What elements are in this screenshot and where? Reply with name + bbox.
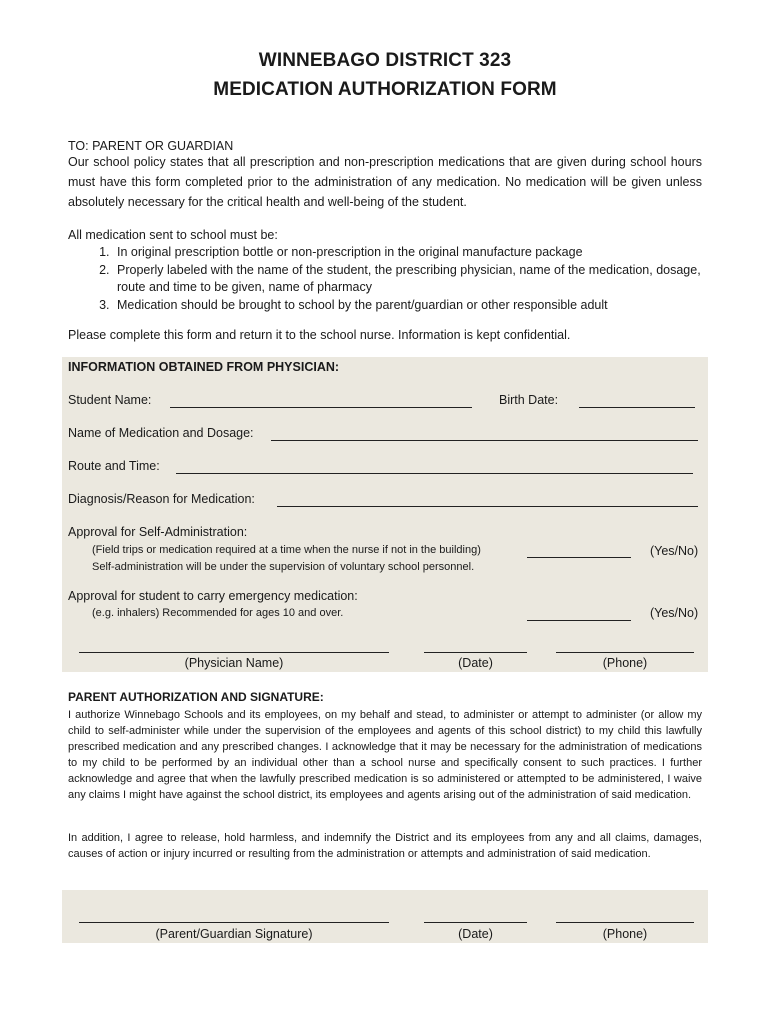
- physician-date-caption: (Date): [458, 656, 493, 670]
- emergency-note: (e.g. inhalers) Recommended for ages 10 and over.: [92, 607, 344, 619]
- requirements-list: [68, 244, 708, 314]
- parent-date-caption: (Date): [458, 927, 493, 941]
- diagnosis-field[interactable]: [277, 506, 698, 507]
- student-name-label: Student Name:: [68, 393, 152, 407]
- parent-signature-field[interactable]: [79, 922, 389, 923]
- form-title-line2: MEDICATION AUTHORIZATION FORM: [213, 79, 557, 100]
- route-label: Route and Time:: [68, 459, 160, 473]
- self-admin-yes-no: (Yes/No): [650, 544, 699, 558]
- medication-field[interactable]: [271, 440, 698, 441]
- parent-phone-caption: (Phone): [602, 927, 648, 941]
- physician-date-field[interactable]: [424, 652, 527, 653]
- physician-name-caption: (Physician Name): [184, 656, 284, 670]
- addressee: TO: PARENT OR GUARDIAN: [68, 139, 234, 153]
- instructions: Please complete this form and return it to the school nurse. Information is kept confidential.: [68, 328, 571, 342]
- form-title-line1: WINNEBAGO DISTRICT 323: [258, 50, 512, 71]
- requirement-item: 3. Medication should be brought to school by the parent/guardian or other responsible adult: [113, 297, 708, 315]
- emergency-label: Approval for student to carry emergency medication:: [68, 589, 358, 603]
- birth-date-label: Birth Date:: [499, 393, 559, 407]
- parent-heading: PARENT AUTHORIZATION AND SIGNATURE:: [68, 690, 324, 704]
- policy-paragraph: Our school policy states that all prescription and non-prescription medications that are given during school hours must have this form completed prior to the administration of any medication. No medication will be given unless absolutely necessary for the critical health and well-being of the student.: [68, 155, 702, 209]
- requirements-heading: All medication sent to school must be:: [68, 228, 278, 242]
- physician-signature-field[interactable]: [79, 652, 389, 653]
- diagnosis-label: Diagnosis/Reason for Medication:: [68, 492, 255, 506]
- emergency-field[interactable]: [527, 620, 631, 621]
- requirements-block: [68, 227, 708, 314]
- parent-signature-caption: (Parent/Guardian Signature): [155, 927, 313, 941]
- student-name-field[interactable]: [170, 407, 472, 408]
- emergency-yes-no: (Yes/No): [650, 606, 699, 620]
- requirement-item: 2. Properly labeled with the name of the student, the prescribing physician, name of the medication, dosage, route and time to be given, name of pharmacy: [113, 262, 708, 297]
- physician-heading: INFORMATION OBTAINED FROM PHYSICIAN:: [68, 360, 340, 374]
- physician-phone-field[interactable]: [556, 652, 694, 653]
- route-field[interactable]: [176, 473, 693, 474]
- parent-date-field[interactable]: [424, 922, 527, 923]
- physician-phone-caption: (Phone): [602, 656, 648, 670]
- self-admin-note: (Field trips or medication required at a time when the nurse if not in the building): [92, 544, 481, 556]
- authorization-paragraph: I authorize Winnebago Schools and its employees, on my behalf and stead, to administer or attempt to administer (or allow my child to self-administer while under the supervision of the employees and agents of this school district) to my child this lawfully prescribed medication and any prescribed changes. I acknowledge that it may be necessary for the administration of medications to my child to be performed by an individual other than a school nurse and specifically consent to such practices. I further acknowledge and agree that when the lawfully prescribed medication is so administered or attempted to be administered, I waive any claims I might have against the school district, its employees and agents arising out of the administration of said medication.: [68, 709, 702, 801]
- requirement-item: 1. In original prescription bottle or non-prescription in the original manufacture package: [113, 244, 708, 262]
- release-paragraph: In addition, I agree to release, hold harmless, and indemnify the District and its employees from any and all claims, damages, causes of action or injury incurred or resulting from the administration or attempts and administration of said medication.: [68, 832, 702, 860]
- self-admin-label: Approval for Self-Administration:: [68, 525, 248, 539]
- parent-phone-field[interactable]: [556, 922, 694, 923]
- physician-section: [62, 357, 708, 672]
- self-admin-supervision-note: Self-administration will be under the supervision of voluntary school personnel.: [92, 561, 475, 573]
- medication-label: Name of Medication and Dosage:: [68, 426, 254, 440]
- birth-date-field[interactable]: [579, 407, 695, 408]
- self-admin-field[interactable]: [527, 557, 631, 558]
